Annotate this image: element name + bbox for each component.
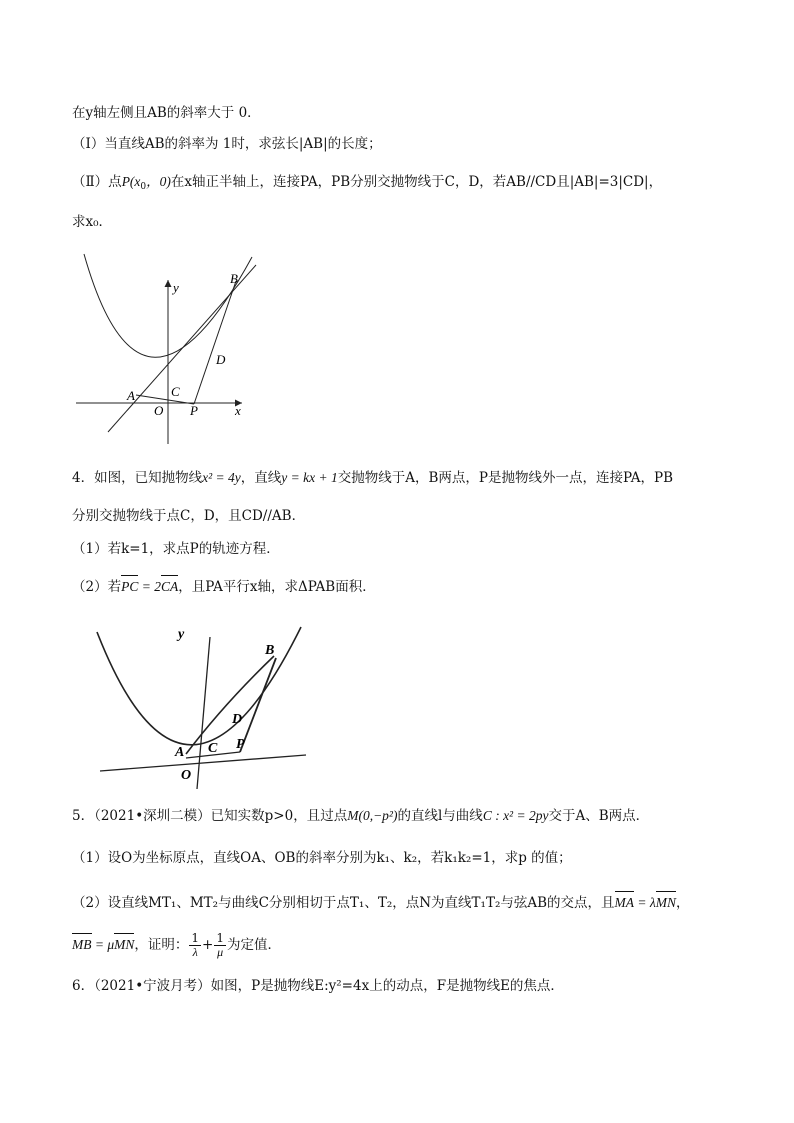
bottom-line bbox=[100, 755, 306, 771]
fig1-label-y: y bbox=[173, 280, 179, 295]
fig2-label-p: P bbox=[236, 737, 245, 752]
math-point-m: M(0,−p²) bbox=[347, 808, 398, 823]
vector-mn-2: MN bbox=[114, 935, 134, 955]
fig1-label-o: O bbox=[154, 403, 164, 418]
text-segment: （2）设直线MT₁、MT₂与曲线C分别相切于点T₁、T₂，点N为直线T₁T₂与弦AB的交点，且 bbox=[72, 895, 615, 911]
math-point-p: P(x bbox=[121, 174, 141, 189]
math-equals-2: = 2 bbox=[138, 579, 161, 594]
math-mu: = μ bbox=[91, 937, 115, 952]
text-line-4: 求x₀． bbox=[72, 214, 113, 230]
problem-5-line-1 bbox=[72, 806, 649, 826]
fig2-label-y: y bbox=[178, 627, 185, 642]
text-line-2: （Ⅰ）当直线AB的斜率为 1时，求弦长|AB|的长度； bbox=[72, 136, 382, 152]
problem-5-line-4 bbox=[72, 932, 281, 959]
y-axis-arrow bbox=[165, 280, 172, 287]
segment-pb bbox=[194, 281, 236, 404]
text-segment: （Ⅱ）点 bbox=[72, 174, 122, 190]
math-subscript: 0 bbox=[140, 182, 147, 192]
text-segment: 5．（2021•深圳二模）已知实数p>0，且过点 bbox=[72, 808, 348, 824]
vector-mn: MN bbox=[656, 893, 676, 913]
frac-num: 1 bbox=[216, 931, 224, 945]
problem-4-line-4 bbox=[72, 577, 376, 597]
problem-5-line-2: （1）设O为坐标原点，直线OA、OB的斜率分别为k₁、k₂，若k₁k₂=1，求p 的值； bbox=[72, 850, 572, 866]
text-segment: 交抛物线于A，B两点，P是抛物线外一点，连接PA，PB bbox=[337, 470, 674, 486]
line-ab bbox=[186, 656, 274, 754]
fig2-label-a: A bbox=[175, 745, 185, 760]
fig1-label-c: C bbox=[171, 384, 180, 399]
text-segment: 的直线l与曲线 bbox=[397, 808, 483, 824]
math-plus: + bbox=[202, 937, 214, 953]
vector-pc: PC bbox=[121, 577, 138, 597]
math-point-p-tail: ，0) bbox=[146, 174, 171, 189]
fig2-label-o: O bbox=[181, 768, 192, 783]
y-axis bbox=[197, 637, 210, 789]
text-segment: ，且PA平行x轴，求ΔPAB面积． bbox=[178, 579, 376, 595]
line-ab bbox=[108, 265, 256, 432]
fraction-one-over-mu bbox=[214, 932, 226, 959]
vector-mb: MB bbox=[72, 935, 92, 955]
text-line-1: 在y轴左侧且AB的斜率大于 0． bbox=[72, 105, 261, 121]
problem-5-line-3: （2）设直线MT₁、MT₂与曲线C分别相切于点T₁、T₂，点N为直线T₁T₂与弦AB的交点，且MA = λMN， bbox=[72, 895, 690, 911]
fig1-label-x: x bbox=[235, 403, 241, 418]
text-line-3 bbox=[72, 172, 662, 197]
text-segment: ，直线 bbox=[240, 470, 282, 486]
text-segment: 交于A、B两点． bbox=[548, 808, 650, 824]
fig1-label-a: A bbox=[127, 388, 135, 403]
fig1-label-b: B bbox=[230, 271, 238, 286]
fig1-label-d: D bbox=[216, 352, 226, 367]
text-segment: 4．如图，已知抛物线 bbox=[72, 470, 203, 486]
figure-1 bbox=[70, 252, 270, 447]
fig2-label-b: B bbox=[265, 643, 275, 658]
frac-den: μ bbox=[217, 945, 224, 959]
figure-2 bbox=[74, 624, 314, 794]
math-line-eq: y = kx + 1 bbox=[281, 470, 338, 485]
text-segment: 为定值． bbox=[226, 937, 281, 953]
vector-ca: CA bbox=[161, 577, 178, 597]
text-segment: 在x轴正半轴上，连接PA，PB分别交抛物线于C，D，若AB//CD且|AB|=3|CD|， bbox=[170, 174, 663, 190]
math-curve-c: C : x² = 2py bbox=[482, 808, 549, 823]
fig1-label-p: P bbox=[190, 403, 198, 418]
vector-ma: MA bbox=[615, 893, 635, 913]
math-parabola-eq: x² = 4y bbox=[202, 470, 241, 485]
fraction-one-over-lambda bbox=[189, 932, 201, 959]
text-segment: ，证明： bbox=[134, 937, 189, 953]
problem-4-line-3: （1）若k=1，求点P的轨迹方程． bbox=[72, 541, 280, 557]
problem-4-line-2: 分别交抛物线于点C，D，且CD//AB． bbox=[72, 508, 306, 524]
fig2-label-d: D bbox=[232, 712, 243, 727]
frac-num: 1 bbox=[191, 931, 200, 945]
problem-4-line-1 bbox=[72, 468, 673, 488]
problem-6-line-1: 6．（2021•宁波月考）如图，P是抛物线E:y²=4x上的动点，F是抛物线E的焦点． bbox=[72, 978, 564, 994]
text-segment: （2）若 bbox=[72, 579, 122, 595]
math-lambda: = λ bbox=[634, 895, 656, 910]
frac-den: λ bbox=[192, 945, 198, 959]
fig2-label-c: C bbox=[208, 741, 218, 756]
